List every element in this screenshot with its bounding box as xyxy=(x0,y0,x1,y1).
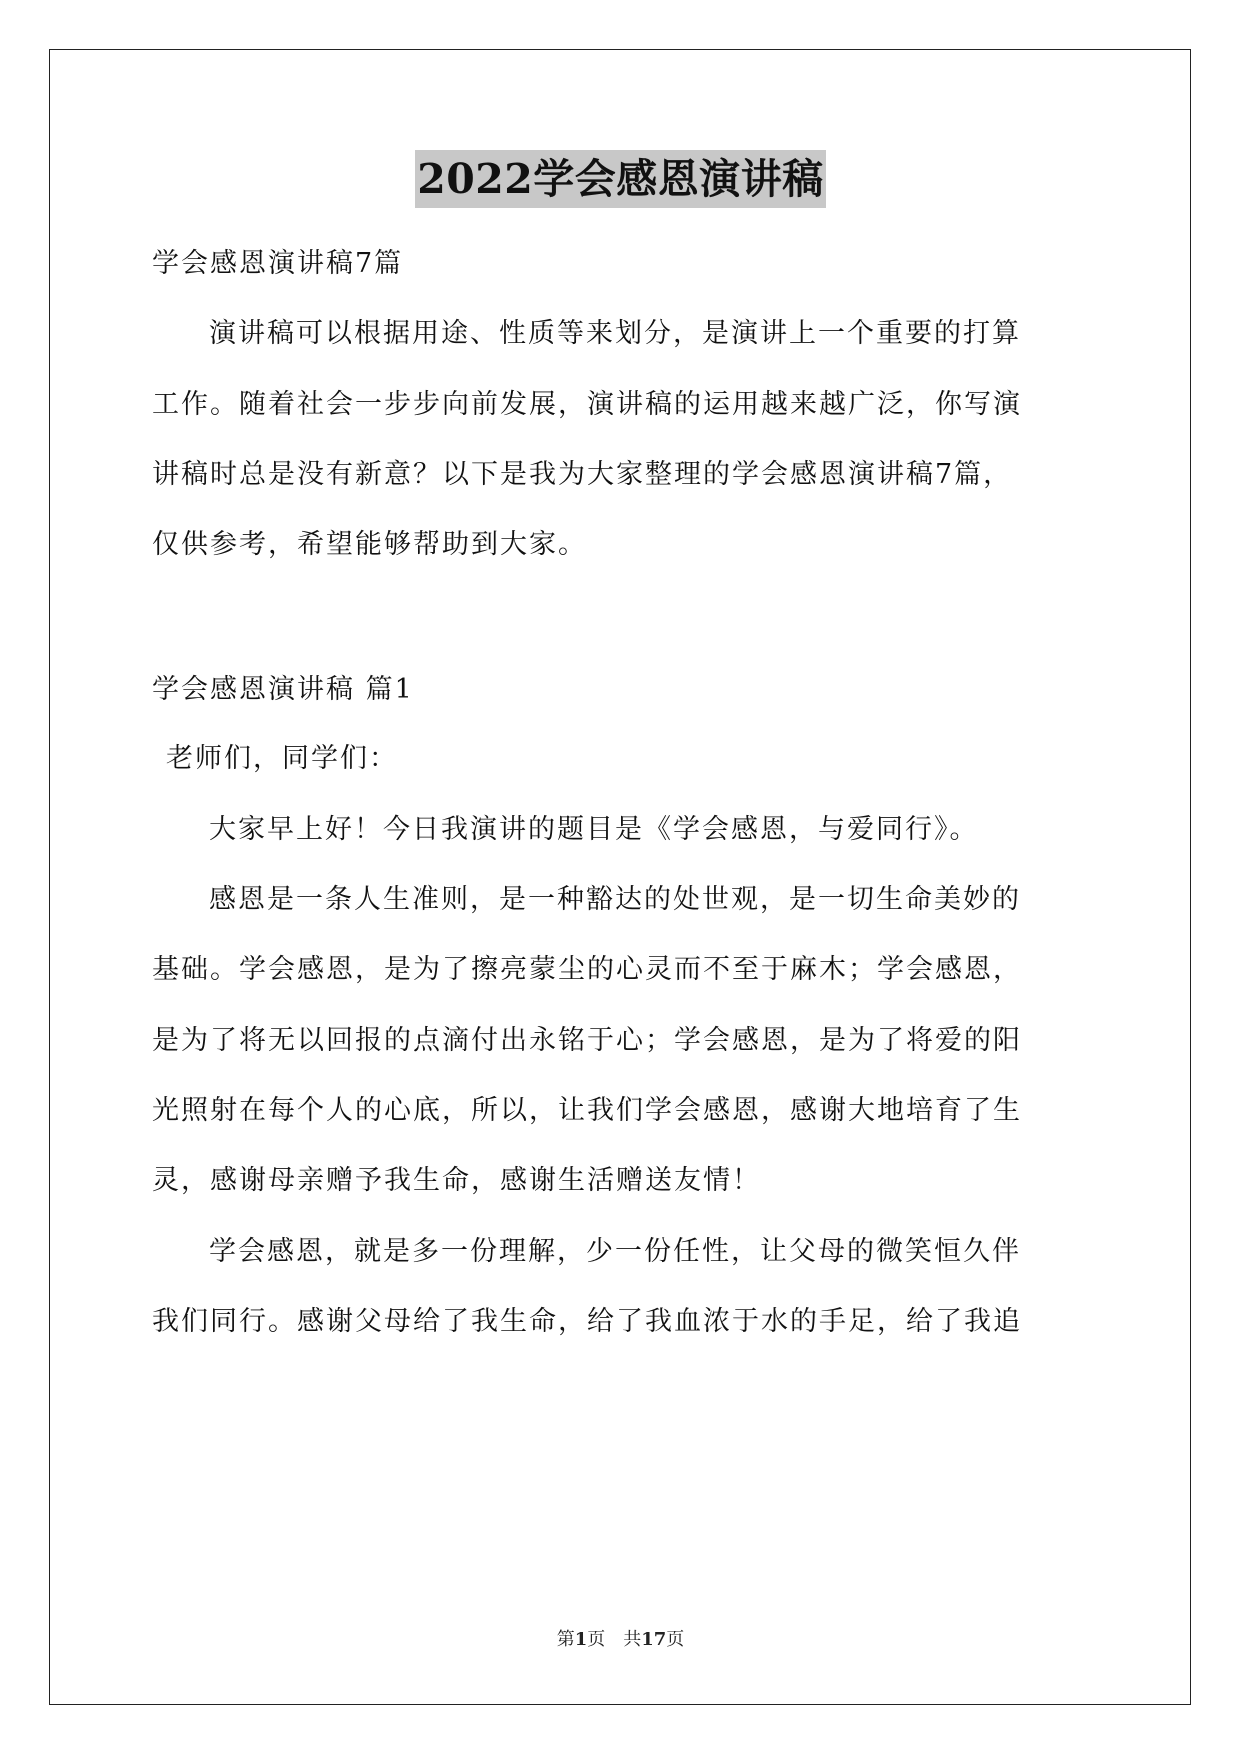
paragraph-line: 基础。学会感恩，是为了擦亮蒙尘的心灵而不至于麻木；学会感恩， xyxy=(152,954,1022,985)
paragraph-line: 演讲稿可以根据用途、性质等来划分，是演讲上一个重要的打算 xyxy=(209,318,1021,349)
paragraph-line: 仅供参考，希望能够帮助到大家。 xyxy=(152,529,587,560)
document-title: 2022学会感恩演讲稿 xyxy=(415,150,826,208)
paragraph-line: 灵，感谢母亲赠予我生命，感谢生活赠送友情！ xyxy=(152,1165,761,1196)
footer-page-number: 1 xyxy=(574,1629,588,1650)
paragraph-line: 感恩是一条人生准则，是一种豁达的处世观，是一切生命美妙的 xyxy=(209,884,1021,915)
footer-suffix: 页 xyxy=(666,1629,685,1650)
paragraph-line: 光照射在每个人的心底，所以，让我们学会感恩，感谢大地培育了生 xyxy=(152,1095,1022,1126)
paragraph-line: 学会感恩，就是多一份理解，少一份任性，让父母的微笑恒久伴 xyxy=(209,1236,1021,1267)
paragraph-line: 是为了将无以回报的点滴付出永铭于心；学会感恩，是为了将爱的阳 xyxy=(152,1025,1022,1056)
greeting-line: 老师们，同学们： xyxy=(166,743,398,774)
footer-mid: 页 共 xyxy=(587,1629,642,1650)
title-container xyxy=(0,150,1241,208)
paragraph-line: 讲稿时总是没有新意？以下是我为大家整理的学会感恩演讲稿7篇， xyxy=(152,459,1013,490)
page-border xyxy=(49,49,1191,1705)
footer-prefix: 第 xyxy=(556,1629,575,1650)
footer-total-pages: 17 xyxy=(641,1629,667,1650)
page-footer xyxy=(0,1628,1241,1652)
paragraph-line: 大家早上好！今日我演讲的题目是《学会感恩，与爱同行》。 xyxy=(209,814,979,845)
paragraph-line: 工作。随着社会一步步向前发展，演讲稿的运用越来越广泛，你写演 xyxy=(152,389,1022,420)
section-heading: 学会感恩演讲稿 篇1 xyxy=(152,674,414,705)
subtitle-line: 学会感恩演讲稿7篇 xyxy=(152,248,404,279)
paragraph-line: 我们同行。感谢父母给了我生命，给了我血浓于水的手足，给了我追 xyxy=(152,1306,1022,1337)
